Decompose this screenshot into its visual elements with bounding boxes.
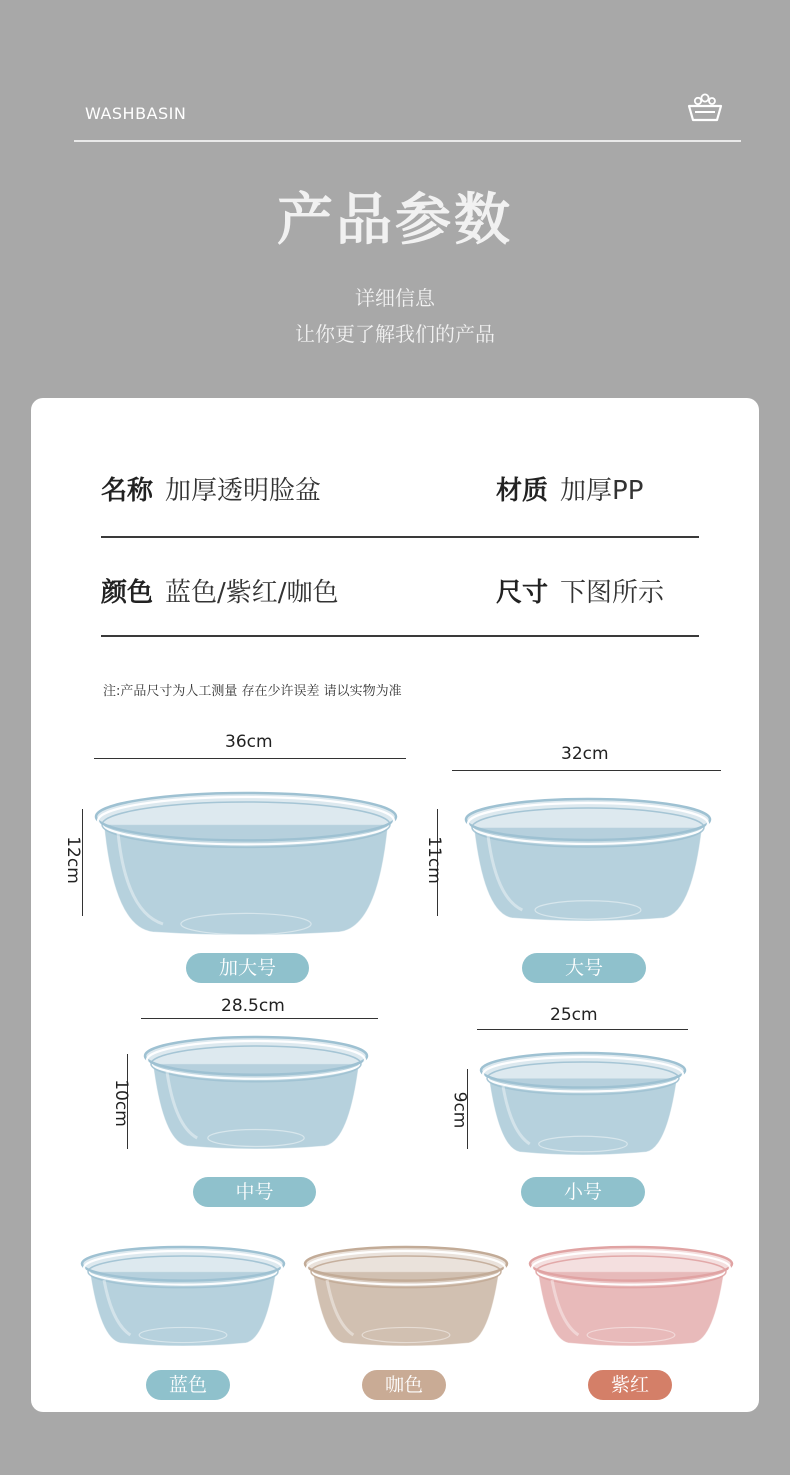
spec-material	[496, 470, 643, 507]
basin-blue-image	[79, 1244, 287, 1349]
basin-image	[478, 1050, 688, 1158]
width-label: 36cm	[225, 732, 273, 752]
spec-size-label: 尺寸	[496, 578, 549, 608]
spec-name-value: 加厚透明脸盆	[165, 476, 322, 506]
spec-size-value: 下图所示	[560, 578, 665, 608]
height-label: 10cm	[110, 1079, 131, 1127]
page-subtitle: 详细信息	[355, 286, 435, 310]
spec-color	[101, 572, 339, 609]
brand-name: WASHBASIN	[85, 104, 187, 123]
width-line	[141, 1018, 378, 1019]
spec-card	[31, 398, 759, 1412]
spec-divider	[101, 635, 699, 637]
spec-material-value: 加厚PP	[560, 476, 644, 506]
basin-coffee-image	[302, 1244, 510, 1349]
width-line	[94, 758, 406, 759]
color-label-red: 紫红	[588, 1370, 672, 1400]
spec-size	[496, 572, 664, 609]
basin-icon	[686, 92, 724, 124]
spec-color-label: 颜色	[101, 578, 154, 608]
size-label-l: 大号	[522, 953, 646, 983]
page-title: 产品参数	[277, 187, 513, 253]
spec-divider	[101, 536, 699, 538]
spec-material-label: 材质	[496, 476, 549, 506]
spec-name	[101, 470, 321, 507]
height-label: 9cm	[449, 1091, 470, 1129]
width-label: 32cm	[561, 744, 609, 764]
width-label: 28.5cm	[221, 996, 285, 1016]
width-label: 25cm	[550, 1005, 598, 1025]
header-divider	[74, 140, 741, 142]
size-label-m: 中号	[193, 1177, 316, 1207]
height-label: 12cm	[62, 836, 83, 884]
size-label-s: 小号	[521, 1177, 645, 1207]
color-label-blue: 蓝色	[146, 1370, 230, 1400]
spec-name-label: 名称	[101, 476, 154, 506]
basin-image	[463, 796, 713, 924]
height-label: 11cm	[423, 836, 444, 884]
width-line	[452, 770, 721, 771]
color-label-coffee: 咖色	[362, 1370, 446, 1400]
basin-red-image	[527, 1244, 735, 1349]
page-subtitle-2: 让你更了解我们的产品	[295, 322, 495, 346]
basin-image	[142, 1034, 370, 1152]
measurement-note: 注:产品尺寸为人工测量 存在少许误差 请以实物为准	[103, 684, 402, 699]
basin-image	[93, 790, 399, 938]
width-line	[477, 1029, 688, 1030]
spec-color-value: 蓝色/紫红/咖色	[165, 578, 339, 608]
size-label-xl: 加大号	[186, 953, 309, 983]
